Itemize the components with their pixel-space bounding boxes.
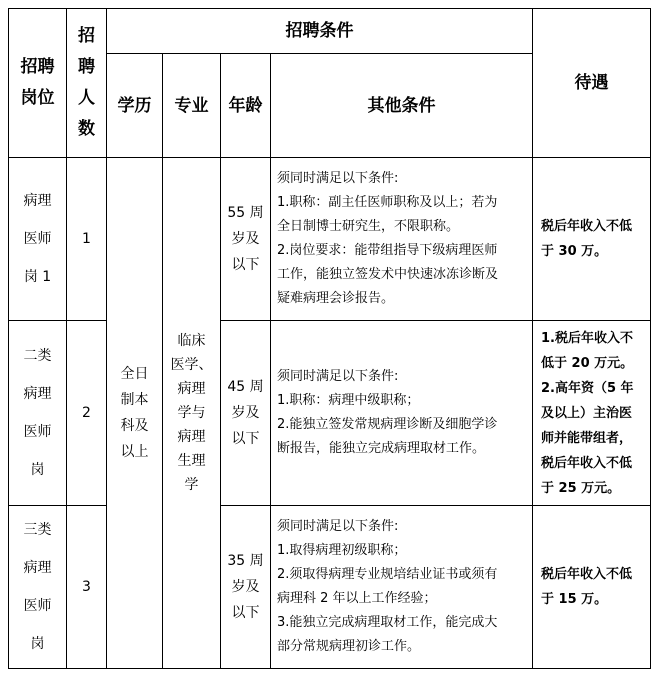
other-conditions-cell: 须同时满足以下条件: 1.取得病理初级职称； 2.须取得病理专业规培结业证书或须有 病理科 2 年以上工作经验； 3.能独立完成病理取材工作，能完成大 部分常规病理初诊工作。: [271, 506, 533, 669]
benefits-cell: 税后年收入不低 于 15 万。: [533, 506, 651, 669]
header-benefits: 待遇: [533, 9, 651, 158]
post-cell: 病理 医师 岗 1: [9, 158, 67, 321]
table-row: [9, 158, 651, 321]
post-cell: 二类 病理 医师 岗: [9, 321, 67, 506]
other-conditions-cell: 须同时满足以下条件: 1.职称：副主任医师职称及以上；若为 全日制博士研究生，不限职称。 2.岗位要求：能带组指导下级病理医师 工作，能独立签发术中快速冰冻诊断及 疑难病理会诊报告。: [271, 158, 533, 321]
header-conditions: 招聘条件: [107, 9, 533, 54]
count-cell: 2: [67, 321, 107, 506]
count-cell: 3: [67, 506, 107, 669]
age-cell: 45 周 岁及 以下: [221, 321, 271, 506]
education-cell: 全日 制本 科及 以上: [107, 158, 163, 669]
age-cell: 35 周 岁及 以下: [221, 506, 271, 669]
table-row: [9, 506, 651, 669]
other-conditions-cell: 须同时满足以下条件: 1.职称：病理中级职称； 2.能独立签发常规病理诊断及细胞学诊 断报告，能独立完成病理取材工作。: [271, 321, 533, 506]
count-cell: 1: [67, 158, 107, 321]
age-cell: 55 周 岁及 以下: [221, 158, 271, 321]
benefits-cell: 税后年收入不低 于 30 万。: [533, 158, 651, 321]
header-age: 年龄: [221, 54, 271, 158]
header-other: 其他条件: [271, 54, 533, 158]
post-cell: 三类 病理 医师 岗: [9, 506, 67, 669]
recruitment-table: [8, 8, 651, 669]
header-education: 学历: [107, 54, 163, 158]
header-count: 招 聘 人 数: [67, 9, 107, 158]
benefits-cell: 1.税后年收入不 低于 20 万元。 2.高年资（5 年 及以上）主治医 师并能带组者， 税后年收入不低 于 25 万元。: [533, 321, 651, 506]
header-major: 专业: [163, 54, 221, 158]
header-post: 招聘 岗位: [9, 9, 67, 158]
table-row: [9, 321, 651, 506]
major-cell: 临床 医学、 病理 学与 病理 生理 学: [163, 158, 221, 669]
